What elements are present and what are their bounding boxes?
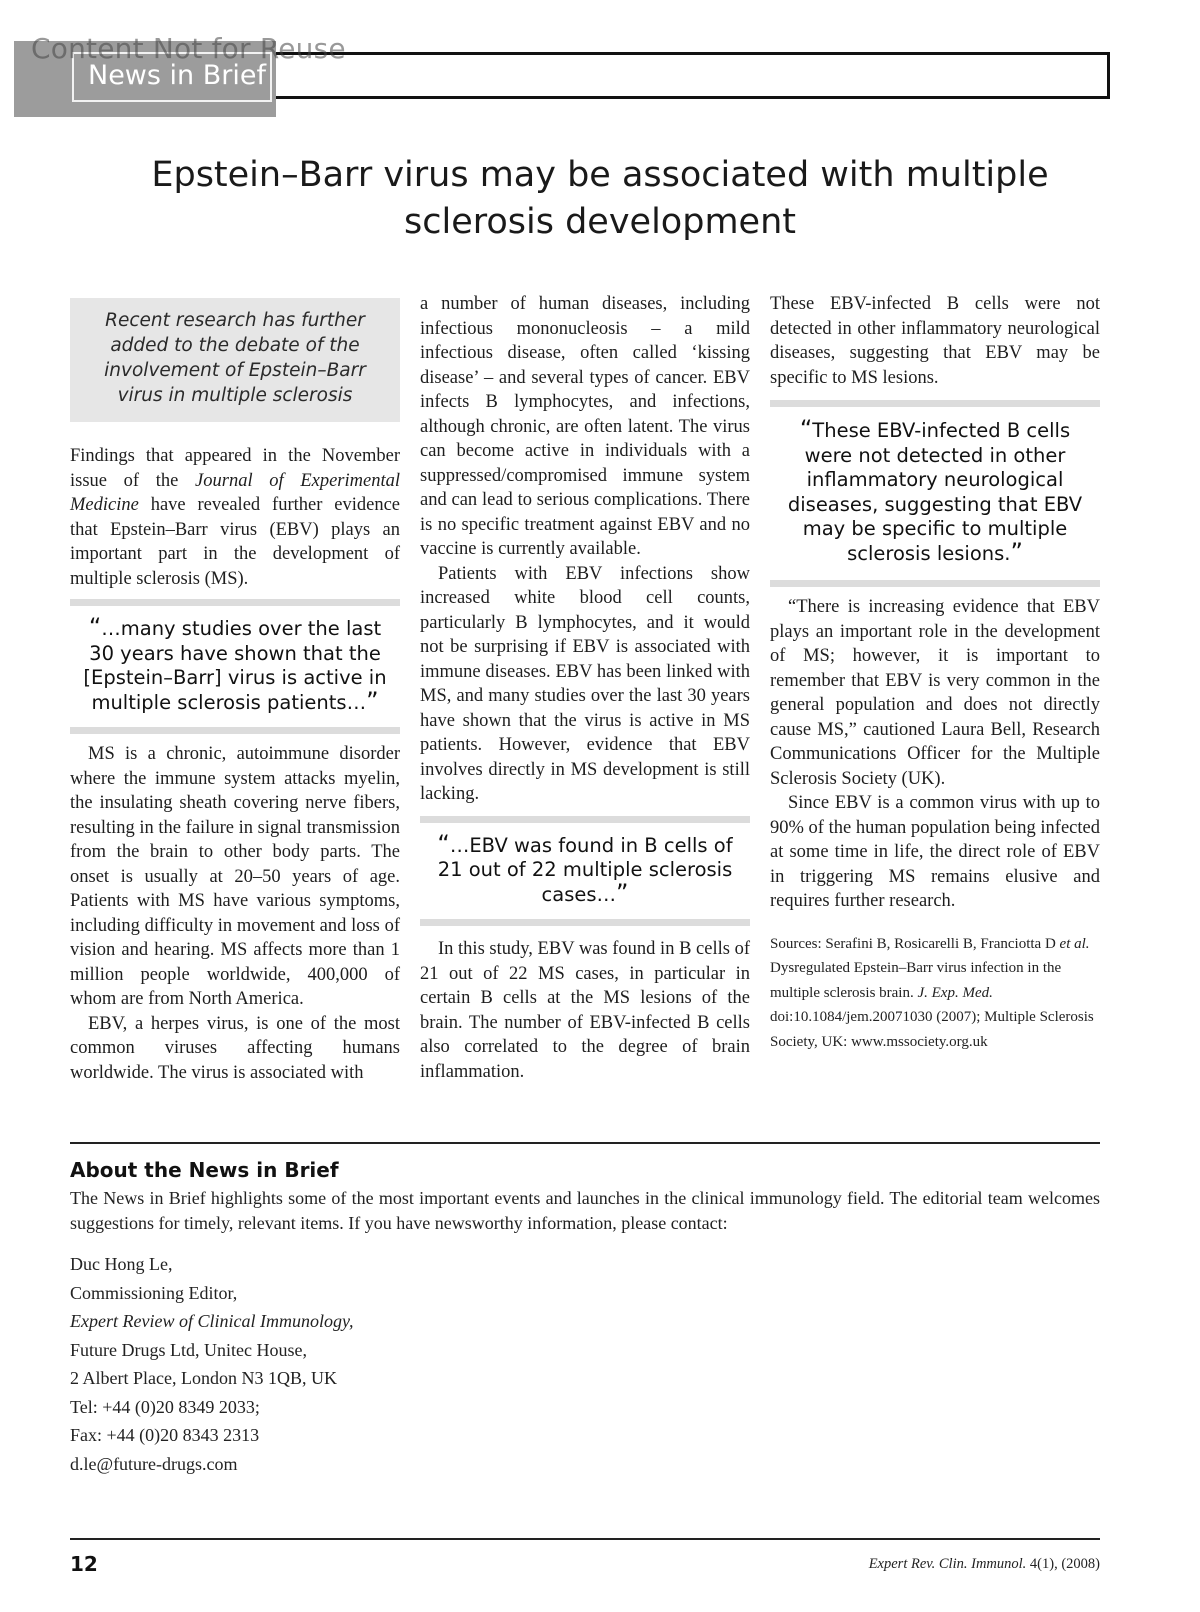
paragraph: In this study, EBV was found in B cells of 21 out of 22 MS cases, in particular in certain B cells at the MS lesions of the brain. The number of EBV-infected B cells also correlated to the degree of brain inflammation.	[420, 939, 750, 1082]
journal-citation: Expert Rev. Clin. Immunol. 4(1), (2008)	[868, 1556, 1100, 1572]
about-divider	[70, 1142, 1100, 1144]
paragraph: Patients with EBV infections show increased white blood cell counts, particularly B lymphocytes, and it would not be surprising if EBV is associated with immune diseases. EBV has been linked with MS, and many studies over the last 30 years have shown that the virus is active in MS patients. However, evidence that EBV involves directly in MS development is still lacking.	[420, 563, 750, 804]
paragraph: a number of human diseases, including infectious mononucleosis – a mild infectious disease, often called ‘kissing disease’ – and several types of cancer. EBV infects B lymphocytes, and infections, although chronic, are often latent. The virus can become active in individuals with a suppressed/compromised immune system and can lead to serious complications. There is no specific treatment against EBV and no vaccine is currently available.	[420, 294, 750, 559]
pull-quote: “…EBV was found in B cells of 21 out of 22 multiple sclerosis cases…”	[420, 816, 750, 927]
contact-email[interactable]: d.le@future-drugs.com	[70, 1453, 238, 1474]
paragraph: These EBV-infected B cells were not detected in other inflammatory neurological diseases, suggesting that EBV may be specific to MS lesions.	[770, 294, 1100, 388]
column-3	[770, 292, 1100, 1069]
lead-summary: Recent research has further added to the debate of the involvement of Epstein–Barr virus in multiple sclerosis	[70, 298, 400, 422]
sources-note: Sources: Serafini B, Rosicarelli B, Franciotta D et al. Dysregulated Epstein–Barr virus infection in the multiple sclerosis brain. J. Exp. Med. doi:10.1084/jem.20071030 (2007); Multiple Sclerosis Society, UK: www.mssociety.org.uk	[770, 935, 1094, 1050]
contact-address: 2 Albert Place, London N3 1QB, UK	[70, 1368, 337, 1388]
watermark: Content Not for Reuse	[31, 32, 346, 65]
pull-quote: “These EBV-infected B cells were not detected in other inflammatory neurological diseases, suggesting that EBV may be specific to multiple sclerosis lesions.”	[770, 400, 1100, 587]
about-title: About the News in Brief	[70, 1158, 339, 1182]
footer-divider	[70, 1538, 1100, 1540]
article-title: Epstein–Barr virus may be associated with multiple sclerosis development	[151, 155, 1049, 242]
column-2	[420, 292, 750, 1084]
column-1	[70, 292, 400, 1085]
page-number: 12	[70, 1552, 98, 1576]
paragraph: EBV, a herpes virus, is one of the most common viruses affecting humans worldwide. The virus is associated with	[70, 1013, 400, 1083]
contact-block	[70, 1250, 353, 1478]
contact-name: Duc Hong Le,	[70, 1254, 173, 1274]
section-label: News in Brief	[72, 52, 272, 102]
about-text: The News in Brief highlights some of the most important events and launches in the clinical immunology field. The editorial team welcomes suggestions for timely, relevant items. If you have newsworthy information, please contact:	[70, 1188, 1100, 1233]
contact-company: Future Drugs Ltd, Unitec House,	[70, 1339, 307, 1360]
contact-tel: Tel: +44 (0)20 8349 2033;	[70, 1396, 260, 1417]
paragraph: Since EBV is a common virus with up to 90% of the human population being infected at some time in life, the direct role of EBV in triggering MS remains elusive and requires further research.	[770, 793, 1100, 911]
contact-fax: Fax: +44 (0)20 8343 2313	[70, 1425, 260, 1445]
paragraph: “There is increasing evidence that EBV plays an important role in the development of MS; however, it is important to remember that EBV is very common in the general population and does not directly cause MS,” cautioned Laura Bell, Research Communications Officer for the Multiple Sclerosis Society (UK).	[770, 597, 1100, 789]
contact-role: Commissioning Editor,	[70, 1282, 238, 1303]
journal-name: Journal of Experimental Medicine	[70, 470, 401, 515]
paragraph: MS is a chronic, autoimmune disorder where the immune system attacks myelin, the insulating sheath covering nerve fibers, resulting in the failure in signal transmission from the brain to other body parts. The onset is usually at 20–50 years of age. Patients with MS have various symptoms, including difficulty in movement and loss of vision and hearing. MS affects more than 1 million people worldwide, 400,000 of whom are from North America.	[70, 744, 400, 1009]
contact-journal: Expert Review of Clinical Immunology,	[70, 1311, 354, 1331]
paragraph: Findings that appeared in the November issue of the Journal of Experimental Medicine have revealed further evidence that Epstein–Barr virus (EBV) plays an important part in the development of multiple sclerosis (MS).	[70, 446, 401, 589]
pull-quote: “…many studies over the last 30 years have shown that the [Epstein–Barr] virus is active in multiple sclerosis patients…”	[70, 599, 400, 734]
